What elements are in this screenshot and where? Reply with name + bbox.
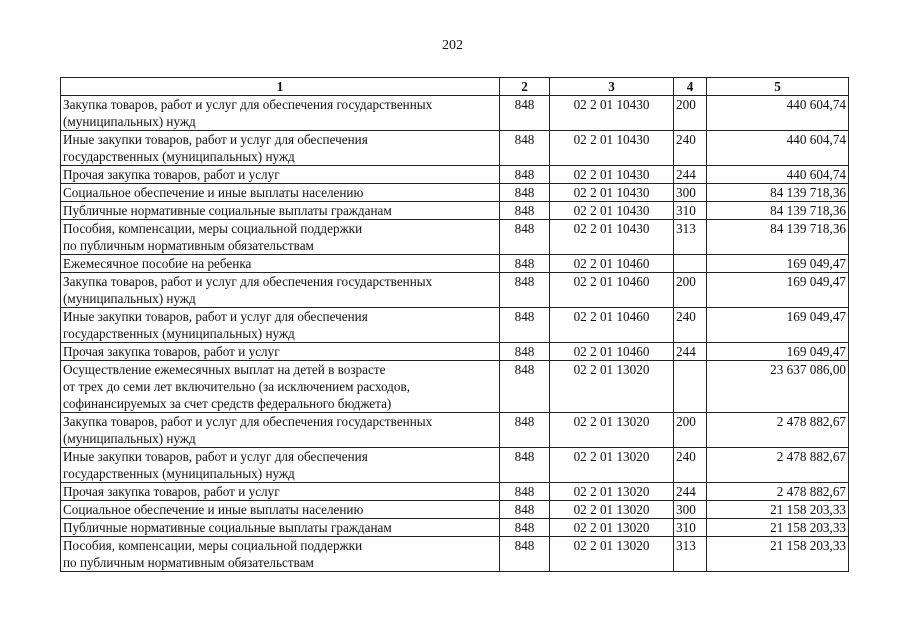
target-code-cell: 02 2 01 10460 xyxy=(550,255,674,273)
target-code-cell: 02 2 01 13020 xyxy=(550,501,674,519)
admin-code-cell: 848 xyxy=(500,343,550,361)
amount-cell: 169 049,47 xyxy=(707,308,849,343)
amount-cell: 21 158 203,33 xyxy=(707,501,849,519)
target-code-cell: 02 2 01 13020 xyxy=(550,413,674,448)
expense-type-cell xyxy=(674,255,707,273)
admin-code-cell: 848 xyxy=(500,166,550,184)
amount-cell: 84 139 718,36 xyxy=(707,184,849,202)
expense-type-cell: 300 xyxy=(674,184,707,202)
table-row xyxy=(61,483,849,501)
expense-type-cell: 300 xyxy=(674,501,707,519)
table-row xyxy=(61,166,849,184)
header-col-3: 3 xyxy=(550,78,674,96)
amount-cell: 2 478 882,67 xyxy=(707,413,849,448)
expense-type-cell: 240 xyxy=(674,308,707,343)
amount-cell: 21 158 203,33 xyxy=(707,519,849,537)
expense-name-cell: Иные закупки товаров, работ и услуг для обеспечения государственных (муниципальных) нужд xyxy=(61,448,500,483)
admin-code-cell: 848 xyxy=(500,96,550,131)
expense-name-cell: Прочая закупка товаров, работ и услуг xyxy=(61,483,500,501)
table-row xyxy=(61,220,849,255)
table-row xyxy=(61,448,849,483)
table-row xyxy=(61,343,849,361)
amount-cell: 2 478 882,67 xyxy=(707,448,849,483)
expense-name-cell: Публичные нормативные социальные выплаты гражданам xyxy=(61,519,500,537)
admin-code-cell: 848 xyxy=(500,413,550,448)
expense-type-cell xyxy=(674,361,707,413)
table-row xyxy=(61,413,849,448)
amount-cell: 84 139 718,36 xyxy=(707,202,849,220)
target-code-cell: 02 2 01 10460 xyxy=(550,308,674,343)
table-row xyxy=(61,501,849,519)
table-row xyxy=(61,308,849,343)
expense-type-cell: 310 xyxy=(674,202,707,220)
amount-cell: 2 478 882,67 xyxy=(707,483,849,501)
admin-code-cell: 848 xyxy=(500,220,550,255)
expense-type-cell: 200 xyxy=(674,96,707,131)
target-code-cell: 02 2 01 10430 xyxy=(550,220,674,255)
amount-cell: 440 604,74 xyxy=(707,96,849,131)
admin-code-cell: 848 xyxy=(500,131,550,166)
target-code-cell: 02 2 01 13020 xyxy=(550,483,674,501)
expense-name-cell: Закупка товаров, работ и услуг для обеспечения государственных (муниципальных) нужд xyxy=(61,273,500,308)
table-row xyxy=(61,273,849,308)
expense-name-cell: Прочая закупка товаров, работ и услуг xyxy=(61,343,500,361)
expense-type-cell: 240 xyxy=(674,448,707,483)
expense-type-cell: 244 xyxy=(674,166,707,184)
amount-cell: 440 604,74 xyxy=(707,131,849,166)
admin-code-cell: 848 xyxy=(500,519,550,537)
table-row xyxy=(61,96,849,131)
expense-type-cell: 244 xyxy=(674,483,707,501)
amount-cell: 169 049,47 xyxy=(707,343,849,361)
table-row xyxy=(61,537,849,572)
expense-name-cell: Пособия, компенсации, меры социальной поддержки по публичным нормативным обязательствам xyxy=(61,220,500,255)
table-body xyxy=(61,96,849,572)
expense-name-cell: Осуществление ежемесячных выплат на детей в возрасте от трех до семи лет включительно (за исключением расходов, софинансируемых за счет средств федерального бюджета) xyxy=(61,361,500,413)
table-header xyxy=(61,78,849,96)
admin-code-cell: 848 xyxy=(500,361,550,413)
expense-name-cell: Иные закупки товаров, работ и услуг для обеспечения государственных (муниципальных) нужд xyxy=(61,131,500,166)
admin-code-cell: 848 xyxy=(500,308,550,343)
table-row xyxy=(61,131,849,166)
amount-cell: 84 139 718,36 xyxy=(707,220,849,255)
expense-type-cell: 313 xyxy=(674,537,707,572)
table-row xyxy=(61,255,849,273)
expense-type-cell: 310 xyxy=(674,519,707,537)
amount-cell: 21 158 203,33 xyxy=(707,537,849,572)
target-code-cell: 02 2 01 10430 xyxy=(550,96,674,131)
header-col-1: 1 xyxy=(61,78,500,96)
admin-code-cell: 848 xyxy=(500,483,550,501)
page-number: 202 xyxy=(442,38,463,53)
expense-name-cell: Иные закупки товаров, работ и услуг для обеспечения государственных (муниципальных) нужд xyxy=(61,308,500,343)
expense-name-cell: Прочая закупка товаров, работ и услуг xyxy=(61,166,500,184)
admin-code-cell: 848 xyxy=(500,202,550,220)
expense-name-cell: Закупка товаров, работ и услуг для обеспечения государственных (муниципальных) нужд xyxy=(61,96,500,131)
table-row xyxy=(61,519,849,537)
amount-cell: 169 049,47 xyxy=(707,255,849,273)
expense-name-cell: Публичные нормативные социальные выплаты гражданам xyxy=(61,202,500,220)
target-code-cell: 02 2 01 13020 xyxy=(550,448,674,483)
target-code-cell: 02 2 01 10430 xyxy=(550,184,674,202)
target-code-cell: 02 2 01 13020 xyxy=(550,361,674,413)
table-row xyxy=(61,184,849,202)
admin-code-cell: 848 xyxy=(500,273,550,308)
target-code-cell: 02 2 01 10460 xyxy=(550,343,674,361)
admin-code-cell: 848 xyxy=(500,448,550,483)
expense-name-cell: Ежемесячное пособие на ребенка xyxy=(61,255,500,273)
target-code-cell: 02 2 01 10430 xyxy=(550,166,674,184)
expense-type-cell: 200 xyxy=(674,273,707,308)
expense-name-cell: Социальное обеспечение и иные выплаты населению xyxy=(61,184,500,202)
header-col-4: 4 xyxy=(674,78,707,96)
target-code-cell: 02 2 01 13020 xyxy=(550,519,674,537)
target-code-cell: 02 2 01 10430 xyxy=(550,202,674,220)
header-row xyxy=(61,78,849,96)
expense-type-cell: 313 xyxy=(674,220,707,255)
table-row xyxy=(61,202,849,220)
expense-name-cell: Закупка товаров, работ и услуг для обеспечения государственных (муниципальных) нужд xyxy=(61,413,500,448)
target-code-cell: 02 2 01 10430 xyxy=(550,131,674,166)
amount-cell: 169 049,47 xyxy=(707,273,849,308)
table-row xyxy=(61,361,849,413)
header-col-5: 5 xyxy=(707,78,849,96)
admin-code-cell: 848 xyxy=(500,537,550,572)
header-col-2: 2 xyxy=(500,78,550,96)
expense-name-cell: Социальное обеспечение и иные выплаты населению xyxy=(61,501,500,519)
expense-type-cell: 240 xyxy=(674,131,707,166)
expense-name-cell: Пособия, компенсации, меры социальной поддержки по публичным нормативным обязательствам xyxy=(61,537,500,572)
expense-type-cell: 200 xyxy=(674,413,707,448)
expense-type-cell: 244 xyxy=(674,343,707,361)
target-code-cell: 02 2 01 10460 xyxy=(550,273,674,308)
admin-code-cell: 848 xyxy=(500,255,550,273)
amount-cell: 440 604,74 xyxy=(707,166,849,184)
target-code-cell: 02 2 01 13020 xyxy=(550,537,674,572)
budget-table xyxy=(60,77,849,572)
admin-code-cell: 848 xyxy=(500,184,550,202)
amount-cell: 23 637 086,00 xyxy=(707,361,849,413)
admin-code-cell: 848 xyxy=(500,501,550,519)
